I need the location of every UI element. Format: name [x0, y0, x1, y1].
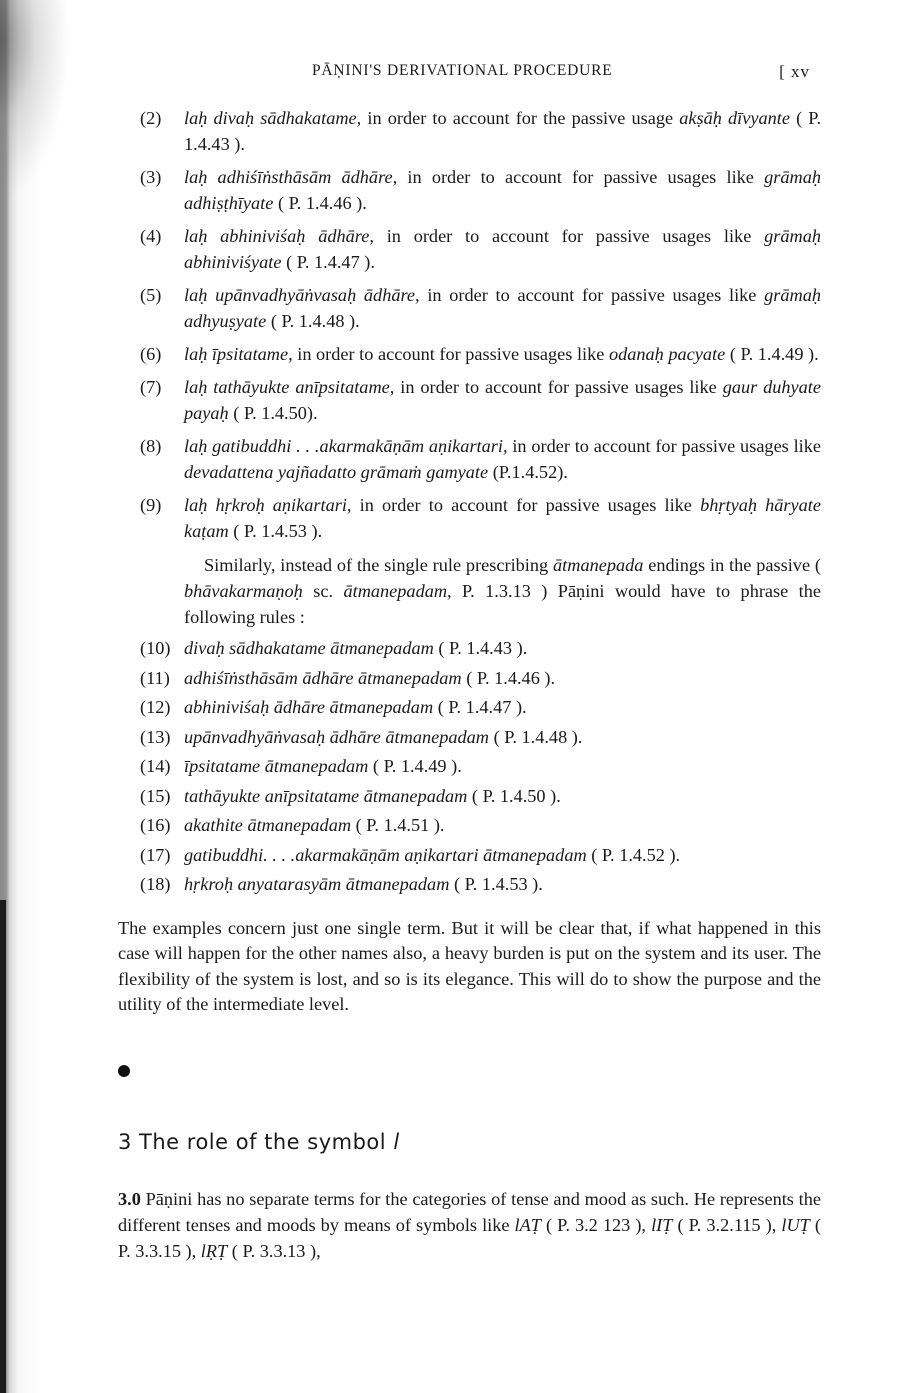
- intro-text: sc.: [313, 581, 334, 601]
- intro-text: Similarly, instead of the single rule prescribing: [204, 555, 549, 575]
- rule-number: (14): [140, 756, 171, 776]
- rule-example: bhṛtyaḥ hāryate kaṭam: [184, 495, 821, 541]
- rule-number: (10): [140, 638, 171, 658]
- rule-number: (8): [140, 436, 162, 456]
- page-number: [ xv: [779, 62, 810, 81]
- rule-reference: ( P. 1.4.50 ).: [471, 785, 561, 806]
- rule-reference: ( P. 1.4.43 ).: [184, 108, 822, 154]
- rule-text: [184, 223, 821, 275]
- list-item: [118, 693, 821, 723]
- running-head: PĀṆINI'S DERIVATIONAL PROCEDURE: [312, 62, 613, 79]
- rule-sanskrit: tathāyukte anīpsitatame ātmanepadam: [184, 785, 468, 806]
- rule-example: devadattena yajñadatto grāmaṁ gamyate: [184, 462, 489, 482]
- rule-reference: (P.1.4.52).: [492, 462, 568, 482]
- list-item: [118, 870, 821, 900]
- bullet-dot: [118, 1065, 130, 1077]
- rule-sanskrit: laḥ upānvadhyāṅvasaḥ ādhāre,: [184, 285, 420, 305]
- intro-paragraph: [118, 552, 821, 630]
- rule-number: (4): [140, 226, 162, 246]
- rule-text: [184, 811, 445, 841]
- rule-sanskrit: akathite ātmanepadam: [184, 815, 352, 835]
- section-heading: [118, 1130, 400, 1154]
- rule-reference: ( P. 1.4.49 ).: [372, 756, 462, 776]
- list-item: [118, 841, 821, 871]
- rule-text: [184, 433, 821, 485]
- rule-reference: ( P. 1.4.51 ).: [355, 815, 445, 835]
- tense-symbol: lṚṬ: [200, 1241, 228, 1261]
- rule-reference: ( P. 1.4.48 ).: [493, 726, 583, 747]
- intro-text: endings in the passive (: [648, 555, 821, 575]
- rule-description: in order to account for passive usages like: [427, 285, 757, 305]
- rule-description: in order to account for passive usages like: [386, 226, 752, 246]
- rule-text: [184, 782, 561, 812]
- rule-example: gaur duhyate payaḥ: [184, 377, 822, 423]
- rule-reference: ( P. 1.4.53 ).: [233, 521, 323, 541]
- rule-text: [184, 164, 821, 216]
- rule-example: grāmaḥ abhiniviśyate: [184, 226, 821, 272]
- rule-reference: ( P. 1.4.46 ).: [466, 667, 556, 688]
- tense-symbol: lAṬ: [514, 1215, 541, 1235]
- rule-text: [184, 634, 527, 664]
- rule-example: grāmaḥ adhiṣṭhīyate: [184, 167, 821, 213]
- rule-number: (11): [140, 667, 170, 688]
- rule-item: [118, 433, 821, 485]
- paragraph-number: 3.0: [118, 1189, 141, 1209]
- tense-symbol: lIṬ: [651, 1215, 673, 1235]
- rule-item: [118, 223, 821, 275]
- rule-reference: ( P. 1.4.46 ).: [277, 193, 367, 213]
- rule-sanskrit: laḥ divaḥ sādhakatame,: [184, 108, 362, 128]
- rule-text: [184, 752, 462, 782]
- rule-item: [118, 105, 821, 157]
- rule-sanskrit: laḥ hṛkroḥ aṇikartari,: [184, 495, 352, 515]
- rule-text: [184, 492, 821, 544]
- rule-number: (16): [140, 815, 171, 835]
- rule-item: [118, 492, 821, 544]
- closing-paragraph: The examples concern just one single term. But it will be clear that, if what happened in this case will happen for the other names also, a heavy burden is put on the system and its user. The flexibility of the system is lost, and so is its elegance. This will do to show the purpose and the utility of the intermediate level.: [118, 917, 821, 1014]
- rule-text: [184, 841, 680, 871]
- rule-text: [184, 282, 821, 334]
- rule-number: (18): [140, 874, 171, 894]
- tense-symbol: lUṬ: [781, 1215, 810, 1235]
- rule-example: odanaḥ pacyate: [608, 344, 726, 364]
- rule-reference: ( P. 1.4.47 ).: [286, 252, 375, 272]
- intro-rule: ātmanepadam,: [343, 581, 452, 601]
- rule-reference: ( P. 1.4.48 ).: [270, 311, 360, 331]
- rule-item: [118, 164, 821, 216]
- page-content: [118, 105, 821, 1018]
- rule-number: (2): [140, 108, 162, 128]
- rule-sanskrit: laḥ tathāyukte anīpsitatame,: [184, 377, 395, 397]
- section-symbol: l: [393, 1130, 400, 1154]
- rule-number: (3): [140, 167, 162, 187]
- intro-text: P. 1.3.13 ) Pāṇini would have to phrase the following rules :: [184, 581, 822, 627]
- scan-binding-bar: [0, 900, 6, 1393]
- rule-example: grāmaḥ adhyuṣyate: [184, 285, 822, 331]
- rule-text: [184, 693, 527, 723]
- rule-sanskrit: abhiniviśaḥ ādhāre ātmanepadam: [184, 697, 434, 717]
- rule-reference: ( P. 1.4.43 ).: [438, 638, 528, 658]
- rule-sanskrit: divaḥ sādhakatame ātmanepadam: [184, 638, 434, 658]
- rule-text: [184, 664, 555, 694]
- rule-number: (13): [140, 726, 171, 747]
- rule-description: in order to account for passive usages like: [359, 495, 692, 515]
- symbol-reference: ( P. 3.3.15 ),: [118, 1215, 821, 1261]
- rule-sanskrit: īpsitatame ātmanepadam: [184, 756, 369, 776]
- rule-number: (12): [140, 697, 171, 717]
- list-item: [118, 811, 821, 841]
- rule-number: (5): [140, 285, 162, 305]
- rule-text: [184, 105, 821, 157]
- list-item: [118, 664, 821, 694]
- rule-text: [184, 341, 821, 367]
- rule-description: in order to account for the passive usage: [367, 108, 674, 128]
- rule-description: in order to account for passive usages like: [407, 167, 754, 187]
- rule-item: [118, 341, 821, 367]
- rule-description: in order to account for passive usages like: [512, 436, 821, 456]
- rule-sanskrit: laḥ īpsitatame,: [184, 344, 293, 364]
- atmanepada-rules-list: [118, 634, 821, 900]
- rule-number: (9): [140, 495, 162, 515]
- list-item: [118, 723, 821, 753]
- rule-sanskrit: adhiśīṅsthāsām ādhāre ātmanepadam: [184, 667, 462, 688]
- rule-sanskrit: gatibuddhi. . . .akarmakāṇām aṇikartari ātmanepadam: [184, 844, 587, 865]
- symbol-reference: ( P. 3.2.115 ),: [677, 1215, 777, 1235]
- paragraph-text: Pāṇini has no separate terms for the categories of tense and mood as such. He represents the different tenses and moods by means of symbols like: [118, 1189, 821, 1235]
- rule-reference: ( P. 1.4.52 ).: [591, 844, 681, 865]
- rule-sanskrit: laḥ abhiniviśaḥ ādhāre,: [184, 226, 374, 246]
- section-title: 3 The role of the symbol: [118, 1130, 387, 1154]
- rule-reference: ( P. 1.4.50).: [233, 403, 318, 423]
- rule-sanskrit: upānvadhyāṅvasaḥ ādhāre ātmanepadam: [184, 726, 489, 747]
- rule-sanskrit: laḥ gatibuddhi . . .akarmakāṇām aṇikartari,: [184, 436, 508, 456]
- symbol-reference: ( P. 3.2 123 ),: [546, 1215, 647, 1235]
- rule-number: (6): [140, 344, 162, 364]
- rule-text: [184, 374, 821, 426]
- rule-sanskrit: hṛkroḥ anyatarasyām ātmanepadam: [184, 874, 450, 894]
- rule-item: [118, 374, 821, 426]
- rule-example: akṣāḥ dīvyante: [679, 108, 790, 128]
- list-item: [118, 752, 821, 782]
- symbol-reference: ( P. 3.3.13 ),: [231, 1241, 321, 1261]
- rule-reference: ( P. 1.4.47 ).: [437, 697, 527, 717]
- rule-number: (17): [140, 844, 171, 865]
- rule-item: [118, 282, 821, 334]
- rule-number: (15): [140, 785, 171, 806]
- list-item: [118, 634, 821, 664]
- rule-text: [184, 723, 582, 753]
- section-paragraph: [118, 1186, 821, 1264]
- intro-rule: bhāvakarmaṇoḥ: [184, 581, 303, 601]
- intro-term: ātmanepada: [553, 555, 644, 575]
- rule-description: in order to account for passive usages like: [400, 377, 717, 397]
- rule-reference: ( P. 1.4.49 ).: [729, 344, 819, 364]
- rule-number: (7): [140, 377, 162, 397]
- scan-corner-shadow: [0, 0, 70, 200]
- passive-rules-list: [118, 105, 821, 544]
- rule-sanskrit: laḥ adhiśīṅsthāsām ādhāre,: [184, 167, 398, 187]
- rule-text: [184, 870, 543, 900]
- scan-edge-shadow: [0, 0, 60, 1393]
- rule-reference: ( P. 1.4.53 ).: [453, 874, 543, 894]
- list-item: [118, 782, 821, 812]
- rule-description: in order to account for passive usages like: [297, 344, 605, 364]
